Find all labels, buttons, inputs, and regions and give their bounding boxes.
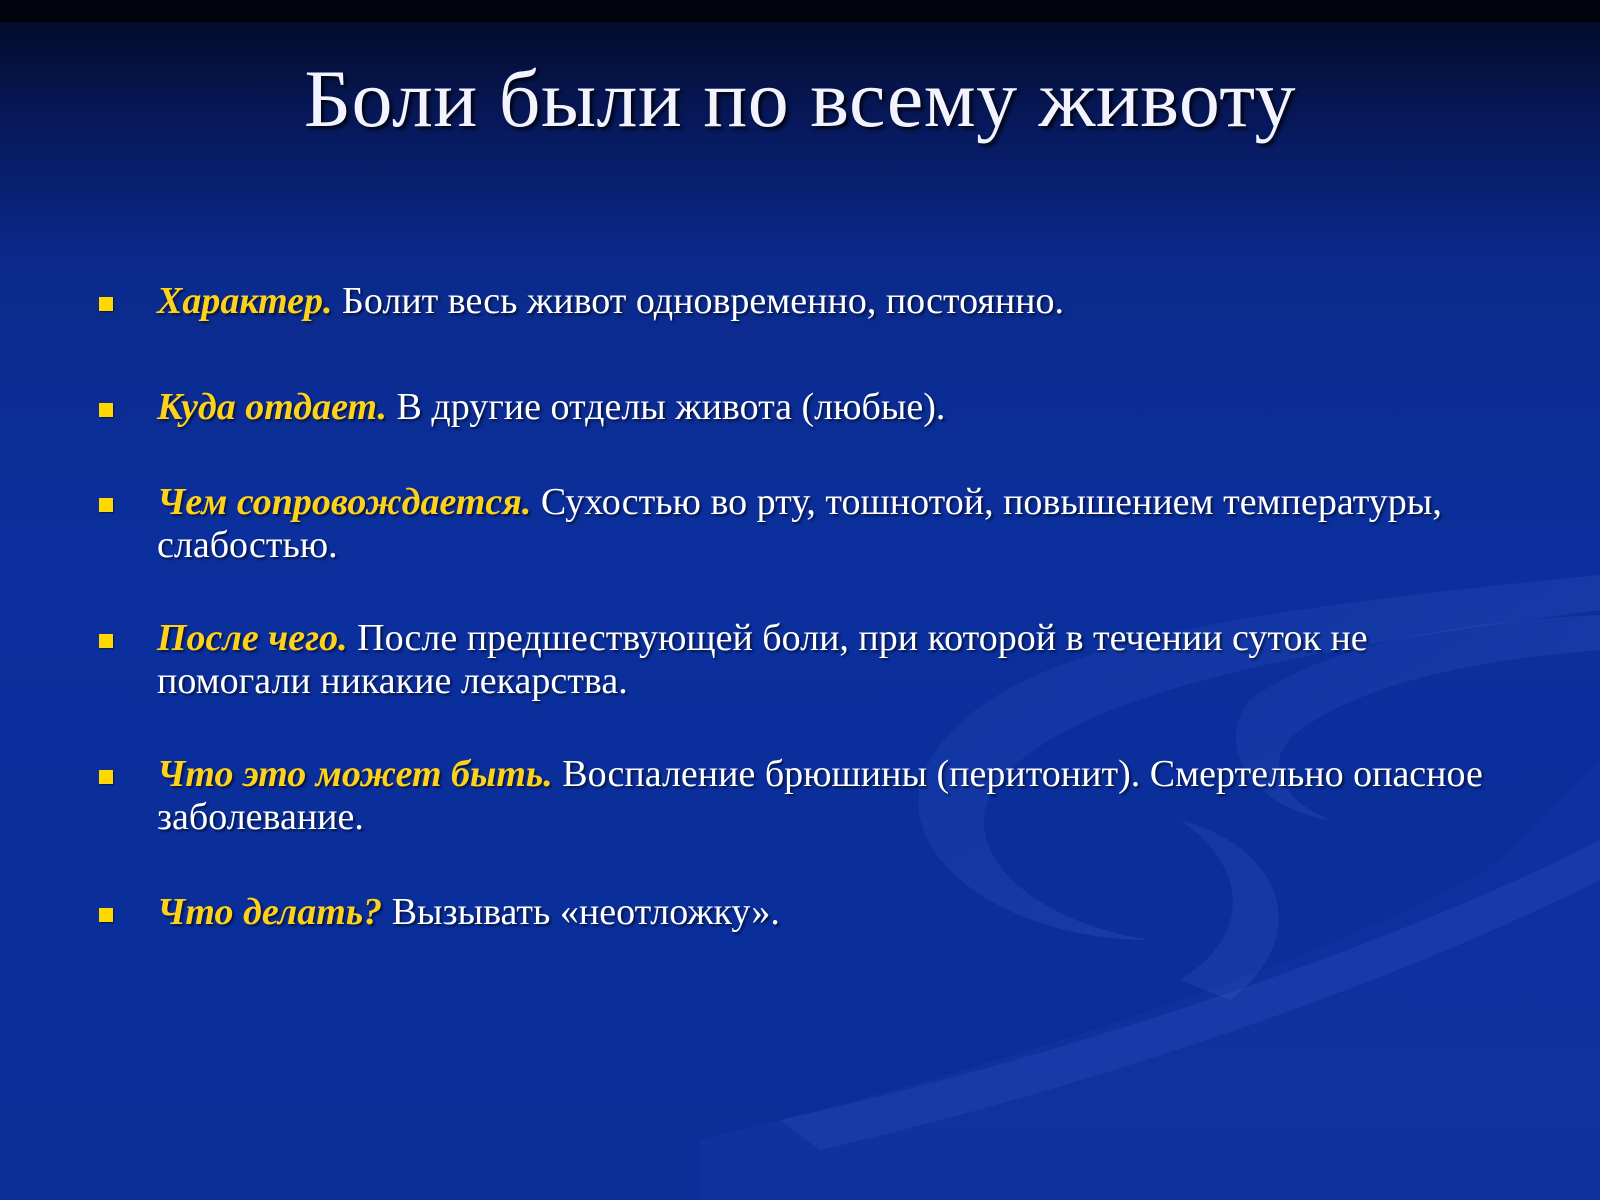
list-item — [95, 280, 1495, 323]
item-key: Характер. — [157, 280, 333, 322]
item-text: Воспаление брюшины (перитонит). Смертельно опасное заболевание. — [157, 753, 1483, 838]
square-bullet-icon — [99, 498, 113, 512]
item-key: После чего. — [157, 617, 348, 659]
square-bullet-icon — [99, 908, 113, 922]
square-bullet-icon — [99, 297, 113, 311]
list-item — [95, 481, 1495, 567]
list-item — [95, 753, 1495, 839]
square-bullet-icon — [99, 403, 113, 417]
item-key: Что делать? — [157, 891, 383, 933]
slide-title: Боли были по всему животу — [303, 53, 1297, 144]
item-text: Вызывать «неотложку». — [382, 891, 780, 933]
item-text: Болит весь живот одновременно, постоянно. — [332, 280, 1065, 322]
bullet-list — [95, 280, 1495, 934]
item-key: Что это может быть. — [157, 753, 553, 795]
list-item — [95, 891, 1495, 934]
list-item — [95, 386, 1495, 429]
item-text: Сухостью во рту, тошнотой, повышением температуры, слабостью. — [157, 481, 1442, 566]
item-key: Чем сопровождается. — [157, 481, 532, 523]
item-key: Куда отдает. — [157, 386, 388, 428]
item-text: После предшествующей боли, при которой в течении суток не помогали никакие лекарства. — [157, 617, 1368, 702]
list-item — [95, 617, 1495, 703]
square-bullet-icon — [99, 634, 113, 648]
square-bullet-icon — [99, 770, 113, 784]
item-text: В другие отделы живота (любые). — [387, 386, 946, 428]
